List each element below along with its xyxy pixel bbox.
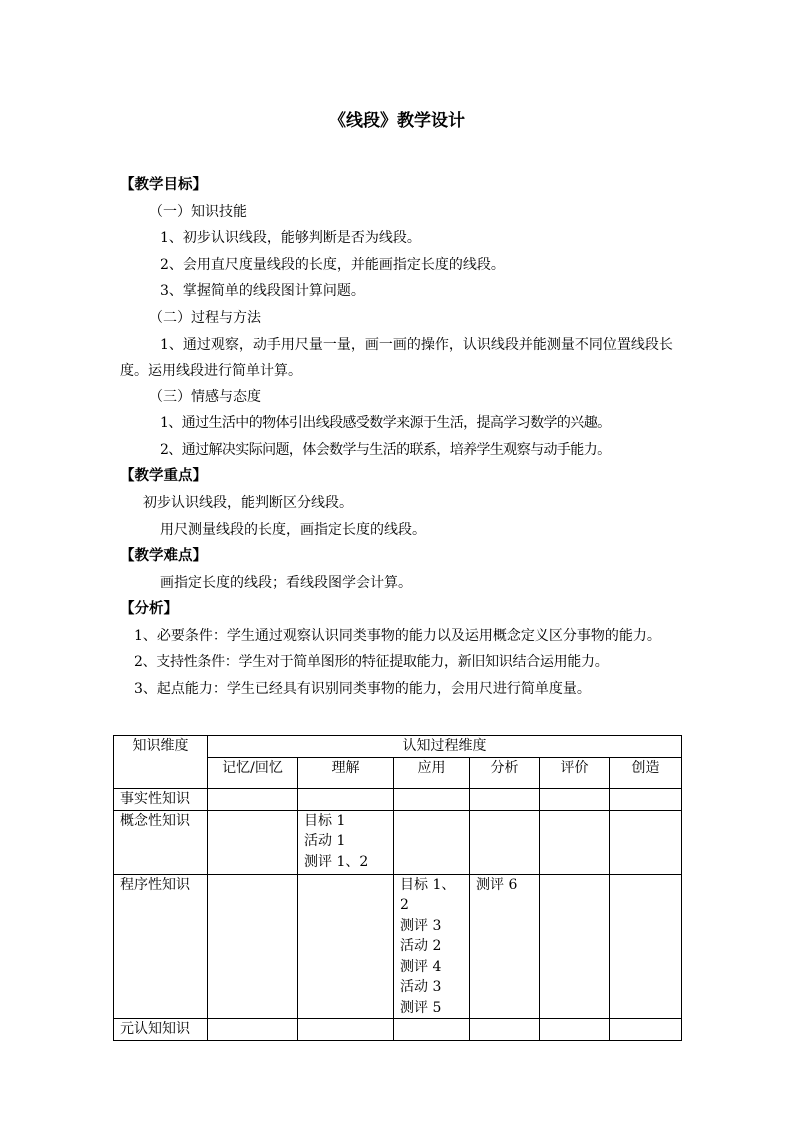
cell-entry: 测评 6 (476, 876, 518, 893)
cell-entry: 活动 1 (304, 833, 346, 849)
emotion-attitude-label: （三）情感与态度 (149, 388, 261, 405)
table-row (114, 789, 682, 811)
analysis-heading: 【分析】 (120, 600, 178, 618)
analysis-item-3: 3、起点能力：学生已经具有识别同类事物的能力，会用尺进行简单度量。 (134, 680, 591, 697)
cell-entry: 活动 2 (400, 938, 442, 954)
knowledge-item-3: 3、掌握简单的线段图计算问题。 (160, 283, 365, 300)
table-cell (208, 789, 298, 811)
document-title: 《线段》教学设计 (329, 111, 465, 131)
table-cell (610, 789, 682, 811)
table-cell (470, 874, 540, 1019)
cell-entry: 活动 3 (400, 979, 442, 995)
key-points-heading: 【教学重点】 (120, 467, 207, 485)
column-header: 应用 (394, 758, 470, 789)
table-row (114, 1019, 682, 1041)
table-cell (470, 1019, 540, 1041)
table-cell (298, 874, 394, 1019)
table-cell (208, 1019, 298, 1041)
table-cell (610, 1019, 682, 1041)
table-cell (298, 1019, 394, 1041)
key-point-1: 初步认识线段，能判断区分线段。 (143, 494, 353, 511)
table-row (114, 810, 682, 874)
knowledge-item-1: 1、初步认识线段，能够判断是否为线段。 (160, 230, 421, 247)
knowledge-skills-label: （一）知识技能 (149, 203, 247, 220)
column-header: 记忆/回忆 (208, 758, 298, 789)
table-row (114, 874, 682, 1019)
table-cell (208, 874, 298, 1019)
emotion-item-2: 2、通过解决实际问题，体会数学与生活的联系，培养学生观察与动手能力。 (160, 441, 611, 458)
table-cell (298, 810, 394, 874)
knowledge-item-2: 2、会用直尺度量线段的长度，并能画指定长度的线段。 (160, 256, 505, 273)
cell-entry: 测评 4 (400, 958, 442, 975)
row-header: 事实性知识 (114, 789, 208, 811)
column-header: 理解 (298, 758, 394, 789)
cognitive-dimension-table (113, 735, 682, 1041)
process-method-label: （二）过程与方法 (149, 309, 261, 326)
row-header: 元认知知识 (114, 1019, 208, 1041)
table-cell (394, 1019, 470, 1041)
row-header: 概念性知识 (114, 810, 208, 874)
column-header: 创造 (610, 758, 682, 789)
table-cell (470, 810, 540, 874)
table-cell (470, 789, 540, 811)
difficulty-text: 画指定长度的线段；看线段图学会计算。 (160, 574, 412, 591)
table-cell (394, 874, 470, 1019)
cell-entry: 测评 5 (400, 999, 442, 1016)
table-cell (610, 810, 682, 874)
table-cell (540, 810, 610, 874)
key-point-2: 用尺测量线段的长度，画指定长度的线段。 (160, 521, 426, 538)
table-cell (298, 789, 394, 811)
table-corner-header: 知识维度 (114, 736, 208, 789)
objectives-heading: 【教学目标】 (120, 176, 207, 193)
row-header: 程序性知识 (114, 874, 208, 1019)
table-cell (540, 1019, 610, 1041)
table-cell (394, 789, 470, 811)
table-cell (394, 810, 470, 874)
cell-entry: 目标 1、2 (400, 876, 456, 913)
table-cell (540, 789, 610, 811)
difficulties-heading: 【教学难点】 (120, 547, 207, 565)
document-body (120, 172, 682, 702)
column-header: 评价 (540, 758, 610, 789)
table-cell (610, 874, 682, 1019)
cell-entry: 目标 1 (304, 812, 346, 829)
table-cell (208, 810, 298, 874)
emotion-item-1: 1、通过生活中的物体引出线段感受数学来源于生活，提高学习数学的兴趣。 (160, 415, 611, 432)
analysis-item-2: 2、支持性条件：学生对于简单图形的特征提取能力，新旧知识结合运用能力。 (134, 653, 609, 670)
table-group-header: 认知过程维度 (208, 736, 682, 758)
process-item-1: 1、通过观察，动手用尺量一量，画一画的操作，认识线段并能测量不同位置线段长度。运用线段进行简单计算。 (120, 336, 673, 379)
table-cell (540, 874, 610, 1019)
cell-entry: 测评 3 (400, 917, 442, 934)
column-header: 分析 (470, 758, 540, 789)
cell-entry: 测评 1、2 (304, 853, 369, 870)
analysis-item-1: 1、必要条件：学生通过观察认识同类事物的能力以及运用概念定义区分事物的能力。 (134, 627, 661, 644)
